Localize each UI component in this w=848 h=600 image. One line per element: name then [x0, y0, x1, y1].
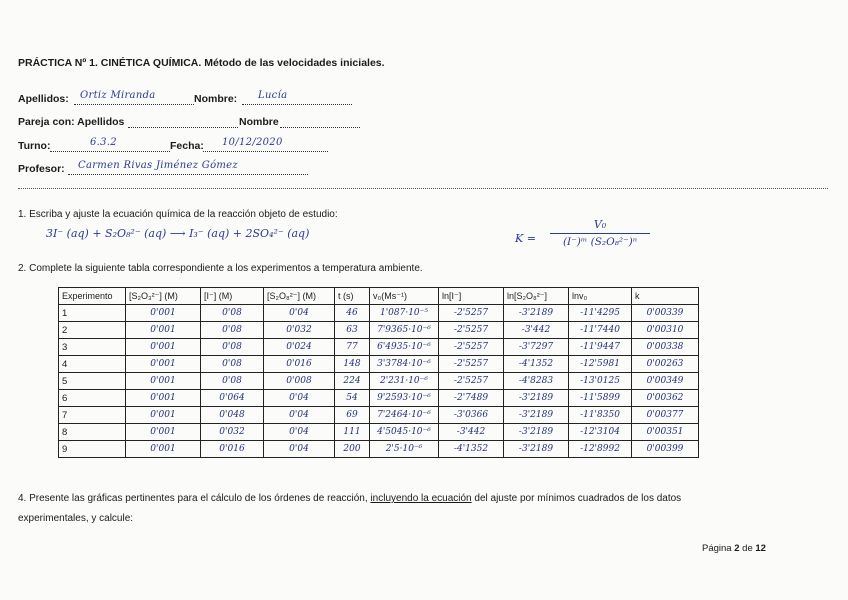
cell-experimento: 8	[59, 424, 126, 441]
cell-s2o3: 0'001	[126, 390, 201, 407]
table-row	[59, 305, 699, 322]
cell-v0: 4'5045·10⁻⁶	[370, 424, 439, 441]
cell-experimento: 7	[59, 407, 126, 424]
header-ln-iodide: ln[I⁻]	[439, 288, 504, 305]
cell-v0: 7'2464·10⁻⁶	[370, 407, 439, 424]
cell-s2o8: 0'04	[264, 424, 335, 441]
header-experimento: Experimento	[59, 288, 126, 305]
cell-ln-iodide: -4'1352	[439, 441, 504, 458]
header-time: t (s)	[335, 288, 370, 305]
pareja-nombre-label: Nombre	[239, 116, 279, 128]
cell-iodide: 0'08	[201, 339, 264, 356]
pareja-label: Pareja con: Apellidos	[18, 116, 125, 128]
cell-experimento: 3	[59, 339, 126, 356]
cell-ln-s2o8: -4'1352	[504, 356, 569, 373]
header-k: k	[632, 288, 699, 305]
question-4-line2: experimentales, y calcule:	[18, 513, 134, 524]
cell-k: 0'00349	[632, 373, 699, 390]
cell-s2o3: 0'001	[126, 424, 201, 441]
cell-v0: 3'3784·10⁻⁶	[370, 356, 439, 373]
cell-k: 0'00263	[632, 356, 699, 373]
cell-s2o8: 0'04	[264, 305, 335, 322]
cell-ln-s2o8: -4'8283	[504, 373, 569, 390]
rate-law-numerator: V₀	[593, 218, 607, 231]
cell-ln-iodide: -3'0366	[439, 407, 504, 424]
cell-s2o3: 0'001	[126, 356, 201, 373]
cell-time: 148	[335, 356, 370, 373]
pareja-nombre-field	[280, 116, 360, 128]
cell-experimento: 2	[59, 322, 126, 339]
cell-ln-iodide: -2'5257	[439, 305, 504, 322]
cell-s2o8: 0'016	[264, 356, 335, 373]
cell-k: 0'00377	[632, 407, 699, 424]
fecha-value: 10/12/2020	[222, 137, 283, 148]
table-row	[59, 322, 699, 339]
cell-k: 0'00338	[632, 339, 699, 356]
cell-ln-s2o8: -3'2189	[504, 390, 569, 407]
cell-s2o3: 0'001	[126, 305, 201, 322]
table-row	[59, 373, 699, 390]
cell-ln-v0: -11'7440	[569, 322, 632, 339]
cell-ln-s2o8: -3'2189	[504, 407, 569, 424]
cell-time: 63	[335, 322, 370, 339]
cell-time: 54	[335, 390, 370, 407]
fraction-bar	[550, 233, 650, 234]
cell-ln-v0: -11'9447	[569, 339, 632, 356]
cell-k: 0'00339	[632, 305, 699, 322]
cell-time: 224	[335, 373, 370, 390]
cell-v0: 9'2593·10⁻⁶	[370, 390, 439, 407]
question-4-part2: del ajuste por mínimos cuadrados de los datos	[471, 493, 682, 504]
cell-ln-v0: -11'5899	[569, 390, 632, 407]
cell-iodide: 0'08	[201, 373, 264, 390]
cell-k: 0'00362	[632, 390, 699, 407]
header-iodide: [I⁻] (M)	[201, 288, 264, 305]
table-row	[59, 390, 699, 407]
cell-iodide: 0'08	[201, 356, 264, 373]
cell-s2o3: 0'001	[126, 407, 201, 424]
rate-law-fraction	[550, 218, 650, 248]
turno-value: 6.3.2	[90, 137, 117, 148]
separator-line	[18, 188, 828, 189]
table-row	[59, 424, 699, 441]
cell-ln-iodide: -3'442	[439, 424, 504, 441]
nombre-label: Nombre:	[194, 93, 238, 105]
cell-s2o3: 0'001	[126, 339, 201, 356]
apellidos-label: Apellidos:	[18, 93, 69, 105]
cell-time: 69	[335, 407, 370, 424]
cell-ln-v0: -11'4295	[569, 305, 632, 322]
cell-time: 46	[335, 305, 370, 322]
cell-s2o8: 0'032	[264, 322, 335, 339]
cell-iodide: 0'08	[201, 305, 264, 322]
cell-ln-v0: -12'5981	[569, 356, 632, 373]
cell-v0: 2'231·10⁻⁶	[370, 373, 439, 390]
rate-law-denominator: (I⁻)ᵐ (S₂O₈²⁻)ⁿ	[562, 236, 638, 248]
pareja-apellidos-field	[128, 116, 238, 128]
cell-experimento: 1	[59, 305, 126, 322]
question-4-underlined: incluyendo la ecuación	[370, 493, 472, 504]
cell-time: 200	[335, 441, 370, 458]
question-4-part1: 4. Presente las gráficas pertinentes para el cálculo de los órdenes de reacción,	[18, 493, 371, 504]
page-mid: de	[739, 543, 756, 554]
cell-s2o3: 0'001	[126, 441, 201, 458]
cell-ln-v0: -13'0125	[569, 373, 632, 390]
cell-experimento: 5	[59, 373, 126, 390]
cell-ln-v0: -12'3104	[569, 424, 632, 441]
cell-experimento: 9	[59, 441, 126, 458]
page-title: PRÁCTICA Nº 1. CINÉTICA QUÍMICA. Método de las velocidades iniciales.	[18, 57, 385, 69]
nombre-value: Lucía	[258, 90, 288, 101]
question-1: 1. Escriba y ajuste la ecuación química de la reacción objeto de estudio:	[18, 209, 338, 220]
cell-ln-s2o8: -3'442	[504, 322, 569, 339]
cell-time: 77	[335, 339, 370, 356]
cell-ln-s2o8: -3'2189	[504, 441, 569, 458]
cell-s2o8: 0'024	[264, 339, 335, 356]
profesor-label: Profesor:	[18, 163, 65, 175]
question-2: 2. Complete la siguiente tabla correspondiente a los experimentos a temperatura ambiente.	[18, 263, 423, 274]
cell-ln-iodide: -2'5257	[439, 373, 504, 390]
cell-ln-s2o8: -3'2189	[504, 305, 569, 322]
cell-k: 0'00310	[632, 322, 699, 339]
cell-iodide: 0'08	[201, 322, 264, 339]
profesor-value: Carmen Rivas Jiménez Gómez	[78, 160, 238, 171]
table-header-row	[59, 288, 699, 305]
page-prefix: Página	[702, 543, 735, 554]
reaction-equation: 3I⁻ (aq) + S₂O₈²⁻ (aq) ⟶ I₃⁻ (aq) + 2SO₄²⁻ (aq)	[46, 227, 310, 240]
header-ln-v0: lnv₀	[569, 288, 632, 305]
cell-s2o3: 0'001	[126, 373, 201, 390]
table-row	[59, 407, 699, 424]
table-row	[59, 356, 699, 373]
cell-k: 0'00351	[632, 424, 699, 441]
cell-v0: 6'4935·10⁻⁶	[370, 339, 439, 356]
rate-law-lhs: K =	[515, 232, 536, 245]
fecha-label: Fecha:	[170, 140, 204, 152]
cell-iodide: 0'064	[201, 390, 264, 407]
cell-ln-iodide: -2'5257	[439, 322, 504, 339]
cell-experimento: 6	[59, 390, 126, 407]
cell-v0: 1'087·10⁻⁵	[370, 305, 439, 322]
cell-time: 111	[335, 424, 370, 441]
cell-ln-s2o8: -3'2189	[504, 424, 569, 441]
cell-iodide: 0'016	[201, 441, 264, 458]
apellidos-value: Ortiz Miranda	[80, 90, 156, 101]
page-total: 12	[755, 543, 766, 554]
cell-ln-iodide: -2'7489	[439, 390, 504, 407]
header-ln-s2o8: ln[S₂O₈²⁻]	[504, 288, 569, 305]
cell-iodide: 0'048	[201, 407, 264, 424]
cell-ln-iodide: -2'5257	[439, 339, 504, 356]
cell-s2o8: 0'04	[264, 407, 335, 424]
cell-s2o3: 0'001	[126, 322, 201, 339]
cell-k: 0'00399	[632, 441, 699, 458]
header-s2o3: [S₂O₃²⁻] (M)	[126, 288, 201, 305]
experiments-table	[58, 287, 699, 458]
cell-experimento: 4	[59, 356, 126, 373]
page-number	[702, 543, 766, 554]
cell-v0: 7'9365·10⁻⁶	[370, 322, 439, 339]
table-row	[59, 339, 699, 356]
cell-s2o8: 0'04	[264, 441, 335, 458]
cell-s2o8: 0'008	[264, 373, 335, 390]
cell-ln-v0: -11'8350	[569, 407, 632, 424]
turno-label: Turno:	[18, 140, 51, 152]
header-v0: v₀(Ms⁻¹)	[370, 288, 439, 305]
cell-s2o8: 0'04	[264, 390, 335, 407]
cell-iodide: 0'032	[201, 424, 264, 441]
cell-ln-iodide: -2'5257	[439, 356, 504, 373]
header-s2o8: [S₂O₈²⁻] (M)	[264, 288, 335, 305]
table-row	[59, 441, 699, 458]
question-4	[18, 493, 681, 504]
cell-ln-s2o8: -3'7297	[504, 339, 569, 356]
cell-v0: 2'5·10⁻⁶	[370, 441, 439, 458]
cell-ln-v0: -12'8992	[569, 441, 632, 458]
page-current: 2	[734, 543, 740, 554]
